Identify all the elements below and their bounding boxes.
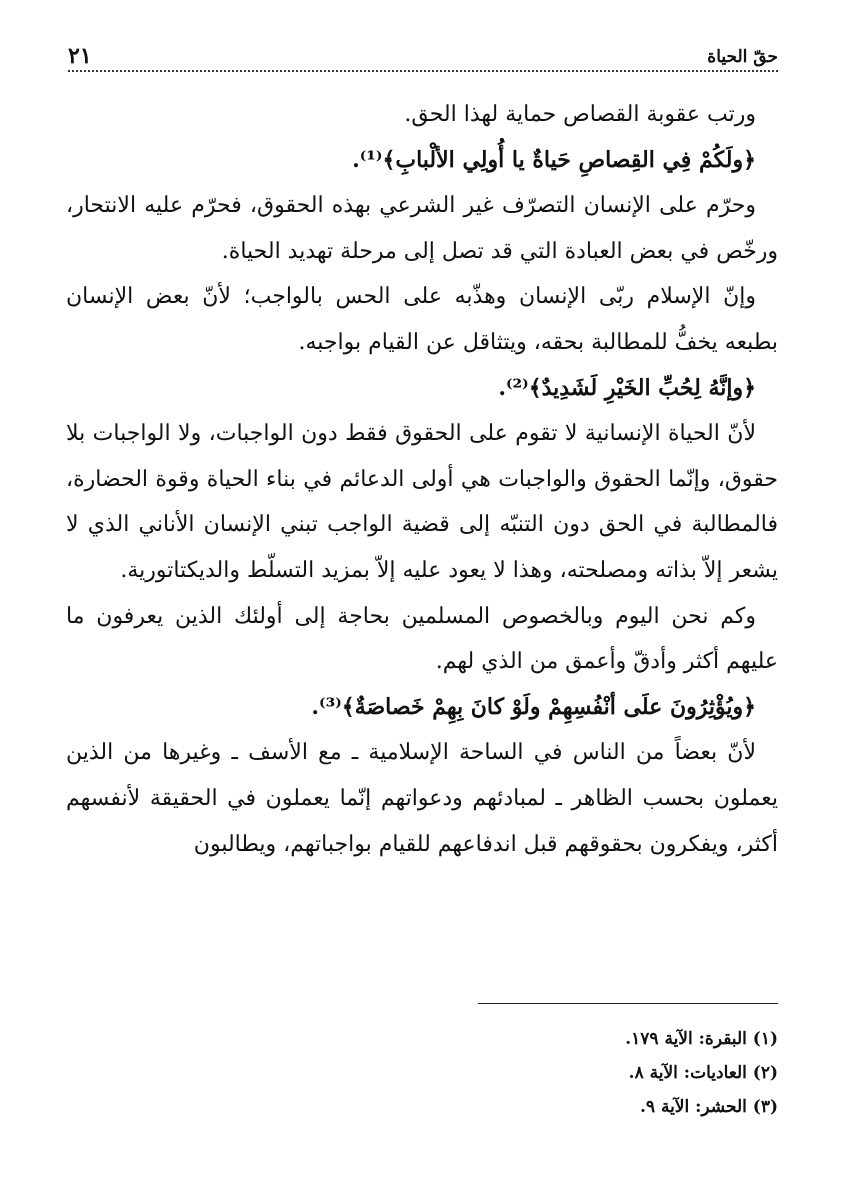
paragraph: ورتب عقوبة القصاص حماية لهذا الحق. [404,102,756,127]
running-title: حقّ الحياة [707,47,778,67]
quran-verse: ﴿ويُؤْثِرُونَ علَى أنْفُسِهِمْ ولَوْ كانَ بِهِمْ خَصاصَةٌ﴾⁽³⁾. [311,693,756,720]
page-number: ٢١ [68,43,92,69]
quran-verse: ﴿وإنَّهُ لِحُبِّ الخَيْرِ لَشَدِيدٌ﴾⁽²⁾. [498,374,756,401]
footnote-separator [478,1003,778,1004]
paragraph: وكم نحن اليوم وبالخصوص المسلمين بحاجة إلى أولئك الذين يعرفون ما عليهم أكثر وأدقّ وأعمق من الذي لهم. [66,603,778,675]
footnote: (٣) الحشر: الآية ٩. [639,1097,778,1117]
quran-verse: ﴿ولَكُمْ فِي القِصاصِ حَياةٌ يا أُولِي الألْبابِ﴾⁽¹⁾. [352,146,756,173]
paragraph: لأنّ الحياة الإنسانية لا تقوم على الحقوق فقط دون الواجبات، ولا الواجبات بلا حقوق، وإنّما الحقوق والواجبات هي أولى الدعائم في بناء الحياة وقوة الحضارة، فالمطالبة في الحق دون التنبّه إلى قضية الواجب تبني الإنسان الأناني الذي لا يشعر إلاّ بذاته ومصلحته، وهذا لا يعود عليه إلاّ بمزيد التسلّط والديكتاتورية. [66,421,778,583]
footnote: (١) البقرة: الآية ١٧٩. [625,1029,778,1049]
body-text [66,92,778,867]
footnotes [68,1022,778,1124]
page-header [68,36,778,72]
paragraph: وإنّ الإسلام ربّى الإنسان وهذّبه على الحس بالواجب؛ لأنّ بعض الإنسان بطبعه يخفُّ للمطالبة بحقه، ويتثاقل عن القيام بواجبه. [66,284,778,355]
footnote: (٢) العاديات: الآية ٨. [628,1063,778,1083]
paragraph: وحرّم على الإنسان التصرّف غير الشرعي بهذه الحقوق، فحرّم عليه الانتحار، ورخّص في بعض العبادة التي قد تصل إلى مرحلة تهديد الحياة. [66,193,778,264]
paragraph: لأنّ بعضاً من الناس في الساحة الإسلامية ـ مع الأسف ـ وغيرها من الذين يعملون بحسب الظاهر ـ لمبادئهم ودعواتهم إنّما يعملون في الحقيقة لأنفسهم أكثر، ويفكرون بحقوقهم قبل اندفاعهم للقيام بواجباتهم، ويطالبون [66,740,778,857]
